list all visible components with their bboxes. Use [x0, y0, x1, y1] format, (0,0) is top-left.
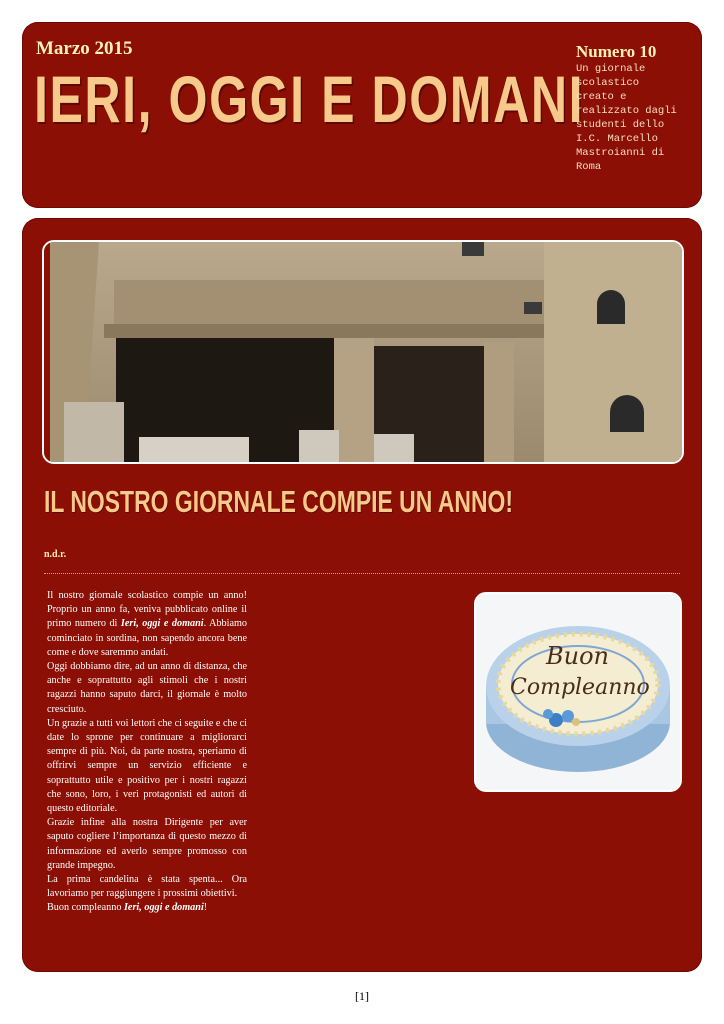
svg-text:Buon: Buon [546, 642, 609, 670]
article-paragraph: Un grazie a tutti voi lettori che ci seguite e che ci date lo sprone per continuare a migliorarci sempre di più. Noi, da parte nostra, speriamo di offrirvi sempre un servizio efficiente e soprattutto utile e positivo per i nostri ragazzi che sono, loro, i veri protagonisti ed autori di questo editoriale. [47, 717, 247, 815]
article-paragraph: Il nostro giornale scolastico compie un anno! Proprio un anno fa, veniva pubblicato online il primo numero di Ieri, oggi e domani. Abbiamo cominciato in sordina, non sapendo ancora bene come e dove saremmo andati. [47, 590, 247, 658]
newspaper-tagline: Un giornale scolastico creato e realizzato dagli studenti dello I.C. Marcello Mastroianni di Roma [576, 63, 677, 173]
birthday-cake-image [474, 592, 682, 792]
school-building-photo [42, 240, 684, 464]
newspaper-title: IERI, OGGI E DOMANI [34, 62, 585, 136]
article-paragraph: Oggi dobbiamo dire, ad un anno di distanza, che anche e soprattutto agli stimoli che i nostri ragazzi hanno saputo darci, il giornale è molto cresciuto. [47, 661, 247, 715]
page-number: [1] [355, 989, 369, 1003]
article-headline: IL NOSTRO GIORNALE COMPIE UN ANNO! [44, 484, 514, 519]
svg-text:Compleanno: Compleanno [510, 675, 650, 700]
article-paragraph: La prima candelina è stata spenta... Ora lavoriamo per raggiungere i prossimi obiettivi. [47, 874, 247, 900]
article-byline: n.d.r. [44, 549, 67, 560]
article-paragraph: Grazie infine alla nostra Dirigente per aver saputo cogliere l’importanza di questo mezzo di informazione ed averlo sempre promosso con grande impegno. [47, 817, 247, 871]
article-paragraph: Buon compleanno Ieri, oggi e domani! [47, 902, 208, 914]
issue-number: Numero 10 [576, 42, 657, 61]
divider [44, 573, 680, 574]
issue-date: Marzo 2015 [36, 38, 133, 59]
masthead-panel [22, 22, 702, 208]
article-panel [22, 218, 702, 972]
article-body [47, 589, 247, 916]
